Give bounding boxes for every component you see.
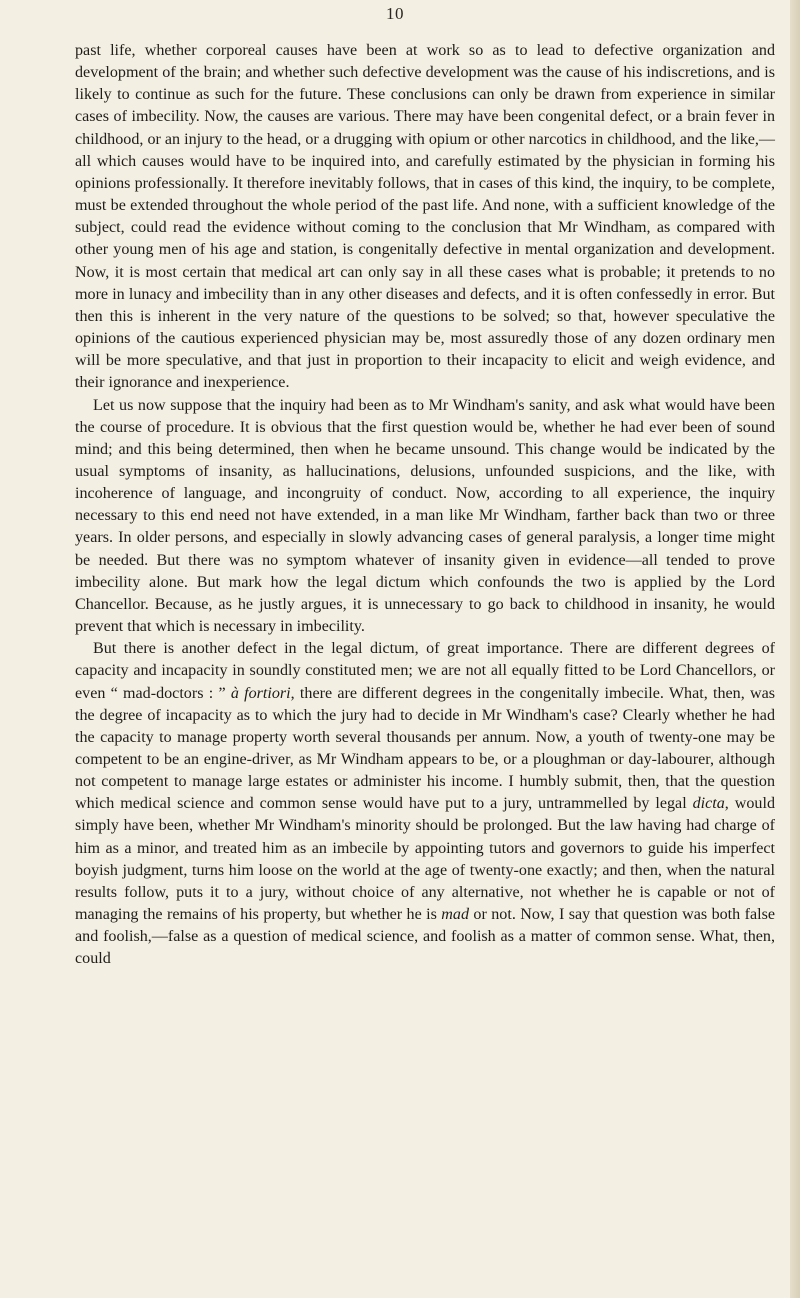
paragraph-1 xyxy=(75,40,775,395)
italic-word-dicta: dicta xyxy=(692,795,725,813)
paragraph-text: But there is another defect in the legal dictum, of great importance. There are different degrees of capacity and incapacity in soundly constituted men; we are not all equally fitted to be Lord Chancellors, or even “ mad-doctors : ” xyxy=(75,640,775,702)
paragraph-2 xyxy=(75,395,775,639)
paragraph-3 xyxy=(75,638,775,970)
page-number: 10 xyxy=(386,4,404,23)
italic-word-mad: mad xyxy=(441,906,470,924)
paragraph-text: Let us now suppose that the inquiry had been as to Mr Windham's sanity, and ask what would have been the course of procedure. It is obvious that the first question would be, whether he had ever been of sound mind; and this being determined, then when he became unsound. This change would be indicated by the usual symptoms of insanity, as hallucinations, delusions, unfounded suspicions, and the like, with incoherence of language, and incongruity of conduct. Now, according to all experience, the inquiry necessary to this end need not have extended, in a man like Mr Windham, farther back than two or three years. In older persons, and especially in slowly advancing cases of general paralysis, a longer time might be needed. But there was no symptom whatever of insanity given in evidence—all tended to prove imbecility alone. But mark how the legal dictum which confounds the two is applied by the Lord Chancellor. Because, as he justly argues, it is unnecessary to go back to childhood in insanity, he would prevent that which is necessary in imbecility. xyxy=(75,396,775,636)
body-text xyxy=(75,40,775,971)
paragraph-text: , would simply have been, whether Mr Windham's minority should be prolonged. But the law having had charge of him as a minor, and treated him as an imbecile by appointing tutors and governors to guide his imperfect boyish judgment, turns him loose on the world at the age of twenty-one exactly; and then, when the natural results follow, puts it to a jury, without choice of any alternative, not whether he is capable or not of managing the remains of his property, but whether he is xyxy=(75,795,775,924)
italic-phrase-a-fortiori: à fortiori xyxy=(230,684,291,702)
page-edge xyxy=(790,0,800,1298)
paragraph-text: , there are different degrees in the congenitally imbecile. What, then, was the degree of incapacity as to which the jury had to decide in Mr Windham's case? Clearly whether he had the capacity to manage property worth several thousands per annum. Now, a youth of twenty-one may be competent to be an engine-driver, as Mr Windham appears to be, or a ploughman or day-labourer, although not competent to manage large estates or administer his income. I humbly submit, then, that the question which medical science and common sense would have put to a jury, untrammelled by legal xyxy=(75,684,776,813)
paragraph-text: or not. Now, I say that question was both false and foolish,—false as a question of medical science, and foolish as a matter of common sense. What, then, could xyxy=(75,906,775,968)
paragraph-text: past life, whether corporeal causes have been at work so as to lead to defective organization and development of the brain; and whether such defective development was the cause of his indiscretions, and is likely to continue as such for the future. These conclusions can only be drawn from experience in similar cases of imbecility. Now, the causes are various. There may have been congenital defect, or a brain fever in childhood, or an injury to the head, or a drugging with opium or other narcotics in childhood, and the like,—all which causes would have to be inquired into, and carefully estimated by the physician in forming his opinions professionally. It therefore inevitably follows, that in cases of this kind, the inquiry, to be complete, must be extended throughout the whole period of the past life. And none, with a sufficient knowledge of the subject, could read the evidence without coming to the conclusion that Mr Windham, as compared with other young men of his age and station, is congenitally defective in mental organization and development. Now, it is most certain that medical art can only say in all these cases what is probable; it pretends to no more in lunacy and imbecility than in any other diseases and defects, and it is often confessedly in error. But then this is inherent in the very nature of the questions to be solved; so that, however speculative the opinions of the cautious experienced physician may be, most assuredly those of any dozen ordinary men will be more speculative, and that just in proportion to their incapacity to elicit and weigh evidence, and their ignorance and inexperience. xyxy=(75,42,775,392)
